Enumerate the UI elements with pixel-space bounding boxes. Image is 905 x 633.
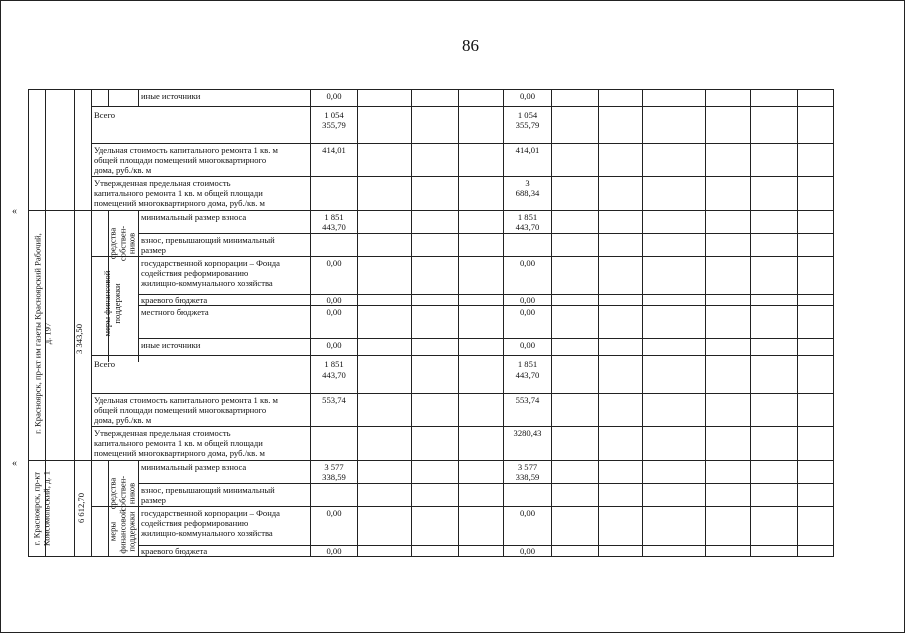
b2-total-v1b: 443,70 (322, 370, 346, 380)
b3-above-min-label: размер (141, 495, 166, 505)
b2-other-sources-v1: 0,00 (326, 340, 342, 350)
b3-area: 6 612,70 (76, 492, 86, 524)
b1-total-v1a: 1 054 (324, 110, 344, 120)
b2-above-min-label: взнос, превышающий минимальный (141, 235, 275, 245)
b3-address (33, 459, 52, 559)
column-line (750, 89, 751, 557)
b2-total-v2b: 443,70 (515, 370, 540, 380)
b2-owners-funds-label: средства собствен- ников (107, 225, 137, 262)
row-line (138, 294, 834, 295)
column-line (357, 89, 358, 557)
b3-owners-funds-label: средства собствен- ников (107, 475, 137, 512)
b3-fund-label: содействия реформированию (141, 518, 249, 528)
column-line (138, 460, 139, 557)
b2-above-min-label: размер (141, 245, 166, 255)
b3-min-fee-v1a: 3 577 (324, 462, 344, 472)
column-line (705, 89, 706, 557)
b2-min-fee-v1b: 443,70 (322, 222, 346, 232)
b1-specific-cost-v1: 414,01 (322, 145, 346, 155)
row-line (91, 506, 834, 507)
column-line (598, 89, 599, 557)
b3-above-min-label: взнос, превышающий минимальный (141, 485, 275, 495)
b1-total-label: Всего (94, 110, 116, 120)
b1-limit-cost-v2a: 3 (525, 178, 530, 188)
column-line (503, 89, 504, 557)
row-line (91, 143, 834, 144)
b2-fund-v1: 0,00 (326, 258, 342, 268)
b3-min-fee-v2b: 338,59 (515, 472, 540, 482)
page-number: 86 (462, 36, 479, 55)
b1-limit-cost-label: Утвержденная предельная стоимость (94, 178, 231, 188)
b2-address (34, 209, 53, 459)
row-line (91, 355, 834, 356)
b2-limit-cost-label: капитального ремонта 1 кв. м общей площади (94, 438, 263, 448)
row-line (91, 256, 834, 257)
column-line (642, 89, 643, 557)
b1-specific-cost-label: Удельная стоимость капитального ремонта 1 кв. м (94, 145, 278, 155)
row-line (138, 338, 834, 339)
block-separator (28, 460, 834, 461)
b3-min-fee-v2a: 3 577 (517, 462, 538, 472)
b2-support-measures-label: меры финансовой поддержки (102, 270, 122, 337)
b1-total-v2a: 1 054 (517, 110, 538, 120)
row-line (91, 426, 834, 427)
b1-other-sources-label: иные источники (141, 91, 201, 101)
column-line (138, 89, 139, 106)
b2-other-sources-v2: 0,00 (519, 340, 536, 350)
b3-regional-label: краевого бюджета (141, 546, 208, 556)
b2-total-v1a: 1 851 (324, 359, 344, 369)
b2-quote-mark: « (12, 206, 17, 217)
b1-total-v2b: 355,79 (515, 120, 540, 130)
table-right-border (833, 89, 834, 557)
b1-limit-cost-v2b: 688,34 (515, 188, 540, 198)
b2-total-label: Всего (94, 359, 116, 369)
b1-total-v1b: 355,79 (322, 120, 346, 130)
b3-address-line2: Комсомольский, д. 1 (41, 470, 51, 547)
column-line (551, 89, 552, 557)
row-line (91, 393, 834, 394)
b2-fund-label: жилищно-коммунального хозяйства (141, 278, 273, 288)
b2-specific-cost-label: общей площади помещений многоквартирного (94, 405, 267, 415)
b2-address-line2: д. 197 (42, 322, 52, 345)
b1-other-sources-v2: 0,00 (519, 91, 536, 101)
b2-min-fee-v2b: 443,70 (515, 222, 540, 232)
b2-other-sources-label: иные источники (141, 340, 201, 350)
b2-specific-cost-v2: 553,74 (515, 395, 540, 405)
b2-total-v2a: 1 851 (517, 359, 538, 369)
b3-min-fee-label: минимальный размер взноса (141, 462, 247, 472)
b2-fund-label: государственной корпорации – Фонда (141, 258, 280, 268)
b3-fund-label: государственной корпорации – Фонда (141, 508, 280, 518)
row-line (138, 483, 834, 484)
b2-min-fee-v2a: 1 851 (517, 212, 538, 222)
b2-limit-cost-label: Утвержденная предельная стоимость (94, 428, 231, 438)
table-top-border (28, 89, 834, 90)
table-left-border (28, 89, 29, 557)
b3-regional-v2: 0,00 (519, 546, 536, 556)
b2-local-v1: 0,00 (326, 307, 342, 317)
b2-min-fee-label: минимальный размер взноса (141, 212, 247, 222)
b1-specific-cost-label: дома, руб./кв. м (94, 165, 152, 175)
b3-fund-label: жилищно-коммунального хозяйства (141, 528, 273, 538)
b2-fund-label: содействия реформированию (141, 268, 249, 278)
b3-fund-v1: 0,00 (326, 508, 342, 518)
b3-fund-v2: 0,00 (519, 508, 536, 518)
b2-fund-v2: 0,00 (519, 258, 536, 268)
b2-specific-cost-label: дома, руб./кв. м (94, 415, 152, 425)
column-line (797, 89, 798, 557)
column-line (91, 89, 92, 557)
b1-limit-cost-label: помещений многоквартирного дома, руб./кв. м (94, 198, 265, 208)
column-line (108, 89, 109, 106)
row-line (138, 305, 834, 306)
b2-limit-cost-label: помещений многоквартирного дома, руб./кв. м (94, 448, 265, 458)
row-line (91, 176, 834, 177)
b2-area: 3 343,50 (74, 323, 84, 355)
b2-local-label: местного бюджета (141, 307, 209, 317)
row-line (138, 233, 834, 234)
b2-specific-cost-v1: 553,74 (322, 395, 346, 405)
b2-local-v2: 0,00 (519, 307, 536, 317)
b3-address-line1: г. Красноярск, пр-кт (31, 471, 42, 546)
b2-limit-cost-v2: 3280,43 (513, 428, 542, 438)
b3-min-fee-v1b: 338,59 (322, 472, 346, 482)
b1-specific-cost-label: общей площади помещений многоквартирного (94, 155, 267, 165)
row-line (91, 106, 834, 107)
b3-support-measures-label: меры финансовой поддержки (107, 509, 137, 554)
column-line (411, 89, 412, 557)
b2-regional-label: краевого бюджета (141, 295, 208, 305)
block-separator (28, 210, 834, 211)
b3-regional-v1: 0,00 (326, 546, 342, 556)
b1-other-sources-v1: 0,00 (326, 91, 342, 101)
b1-limit-cost-label: капитального ремонта 1 кв. м общей площади (94, 188, 263, 198)
b2-min-fee-v1a: 1 851 (324, 212, 344, 222)
b2-specific-cost-label: Удельная стоимость капитального ремонта 1 кв. м (94, 395, 278, 405)
column-line (310, 89, 311, 557)
b2-regional-v1: 0,00 (326, 295, 342, 305)
column-line (458, 89, 459, 557)
row-line (138, 545, 834, 546)
b2-regional-v2: 0,00 (519, 295, 536, 305)
b2-address-line1: г. Красноярск, пр-кт им газеты Красноярский Рабочий, (32, 233, 43, 434)
b3-quote-mark: « (12, 458, 17, 469)
b1-specific-cost-v2: 414,01 (515, 145, 540, 155)
